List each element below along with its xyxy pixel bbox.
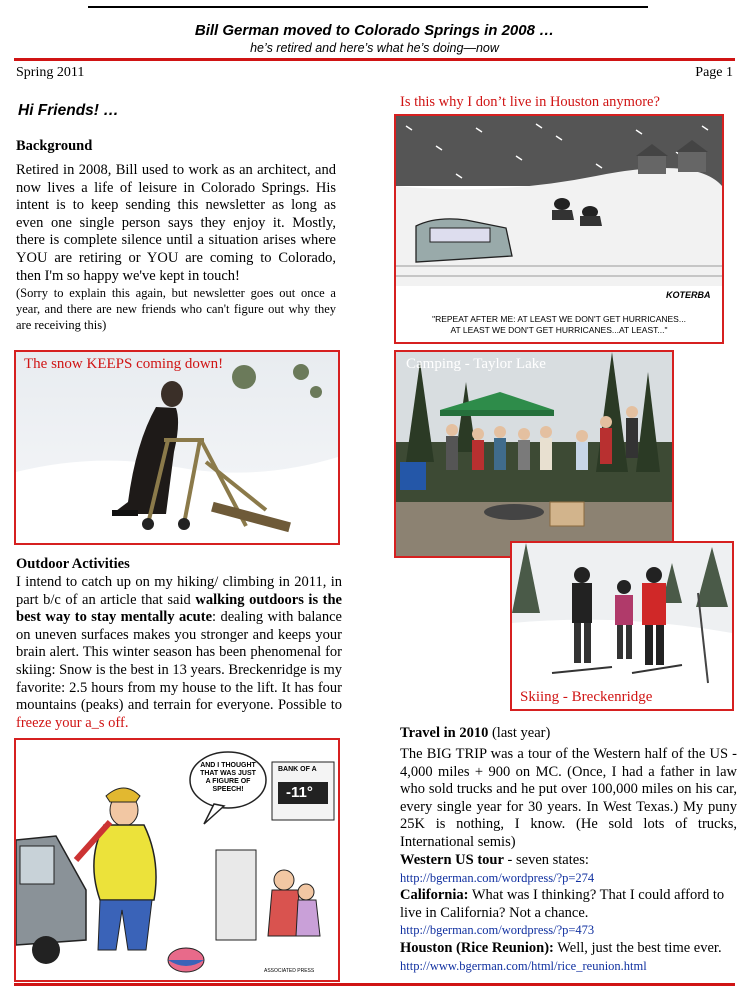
outdoor-text-part2: : dealing with balance on uneven surfaces makes you stronger and keeps your brain alert. This winter season has been phenomenal for skiing: Snow is the best in 13 years. Breckenridge is my favorite: 2.5 hours from my house to the lift. It has four mountains (peaks) and terrain for everyone. Possible to <box>16 609 342 714</box>
snow-photo <box>14 350 340 545</box>
cartoon-temperature: -11° <box>286 784 313 801</box>
western-tour-label: Western US tour <box>400 852 504 868</box>
houston-cartoon-image <box>396 116 722 342</box>
background-text: Retired in 2008, Bill used to work as an architect, and now lives a life of leisure in Colorado Springs. His intent is to keep sending this newsletter as long as even one single person says they enjoy it. Mostly, there is complete silence until a situation arises where YOU are retiring or YOU are coming to Colorado, then I'm so happy we've kept in touch! <box>16 162 336 284</box>
houston-caption-line1: "REPEAT AFTER ME: AT LEAST WE DON'T GET HURRICANES... <box>432 314 686 324</box>
snow-photo-image <box>16 352 338 543</box>
skiing-photo-caption: Skiing - Breckenridge <box>520 689 653 705</box>
header-red-rule <box>14 58 735 61</box>
background-section <box>16 162 336 333</box>
skiing-photo-image <box>512 543 732 709</box>
cold-cartoon <box>14 738 340 982</box>
houston-reunion-link[interactable]: http://www.bgerman.com/html/rice_reunion.html <box>400 959 647 973</box>
california-text: What was I thinking? That I could afford to live in California? Not a chance. <box>400 887 725 921</box>
camping-photo-caption: Camping - Taylor Lake <box>406 356 546 372</box>
background-heading: Background <box>16 138 93 154</box>
top-rule <box>88 6 648 8</box>
outdoor-bold-phrase: walking outdoors is the best way to stay mentally acute <box>16 591 342 626</box>
cartoon-credit: ASSOCIATED PRESS <box>264 968 315 974</box>
outdoor-text-part1: I intend to catch up on my hiking/ climbing in 2011, in part b/c of an article that said <box>16 574 342 608</box>
issue-season: Spring 2011 <box>16 65 85 80</box>
outdoor-heading: Outdoor Activities <box>16 556 130 572</box>
houston-reunion-label: Houston (Rice Reunion): <box>400 940 554 956</box>
houston-reunion-line <box>400 940 722 957</box>
greeting: Hi Friends! … <box>18 102 119 119</box>
newsletter-title: Bill German moved to Colorado Springs in 2008 … <box>194 22 555 39</box>
skiing-photo <box>510 541 734 711</box>
houston-cartoon <box>394 114 724 344</box>
newsletter-subtitle: he’s retired and here’s what he’s doing—now <box>250 41 499 55</box>
california-label: California: <box>400 887 469 903</box>
cartoon-bank-sign: BANK OF A <box>278 766 317 773</box>
background-note: (Sorry to explain this again, but newsletter goes out once a year, and there are new friends who can't figure out why they are receiving this) <box>16 286 336 333</box>
outdoor-text <box>16 574 342 732</box>
houston-cartoon-signature: KOTERBA <box>666 290 711 300</box>
camping-photo <box>394 350 674 558</box>
travel-heading: Travel in 2010 <box>400 725 489 741</box>
snow-photo-caption: The snow KEEPS coming down! <box>24 356 224 372</box>
california-line <box>400 887 737 922</box>
houston-cartoon-caption <box>404 314 714 336</box>
houston-caption-line2: AT LEAST WE DON'T GET HURRICANES...AT LEAST..." <box>450 325 668 335</box>
page-number: Page 1 <box>695 65 733 80</box>
travel-heading-line <box>400 725 550 742</box>
travel-heading-note: (last year) <box>488 725 551 741</box>
travel-text: The BIG TRIP was a tour of the Western half of the US - 4,000 miles + 900 on MC. (Once, I had a father in law who sold trucks and he put over 100,000 miles on his car, every single year for 30 years. In West Texas.) My puny 25K is nothing, I know. (He sold lots of trucks, International semis) <box>400 746 737 850</box>
california-link[interactable]: http://bgerman.com/wordpress/?p=473 <box>400 923 595 937</box>
outdoor-red-phrase: freeze your a_s off. <box>16 714 129 731</box>
footer-red-rule <box>14 983 735 986</box>
western-tour-line <box>400 852 589 869</box>
cartoon-speech-bubble: AND I THOUGHT THAT WAS JUST A FIGURE OF SPEECH! <box>200 762 256 793</box>
western-tour-text: - seven states: <box>503 852 589 868</box>
houston-reunion-text: Well, just the best time ever. <box>553 940 722 956</box>
cold-cartoon-image <box>16 740 338 980</box>
western-tour-link[interactable]: http://bgerman.com/wordpress/?p=274 <box>400 871 595 885</box>
houston-heading: Is this why I don’t live in Houston anymore? <box>400 94 660 110</box>
camping-photo-image <box>396 352 672 556</box>
